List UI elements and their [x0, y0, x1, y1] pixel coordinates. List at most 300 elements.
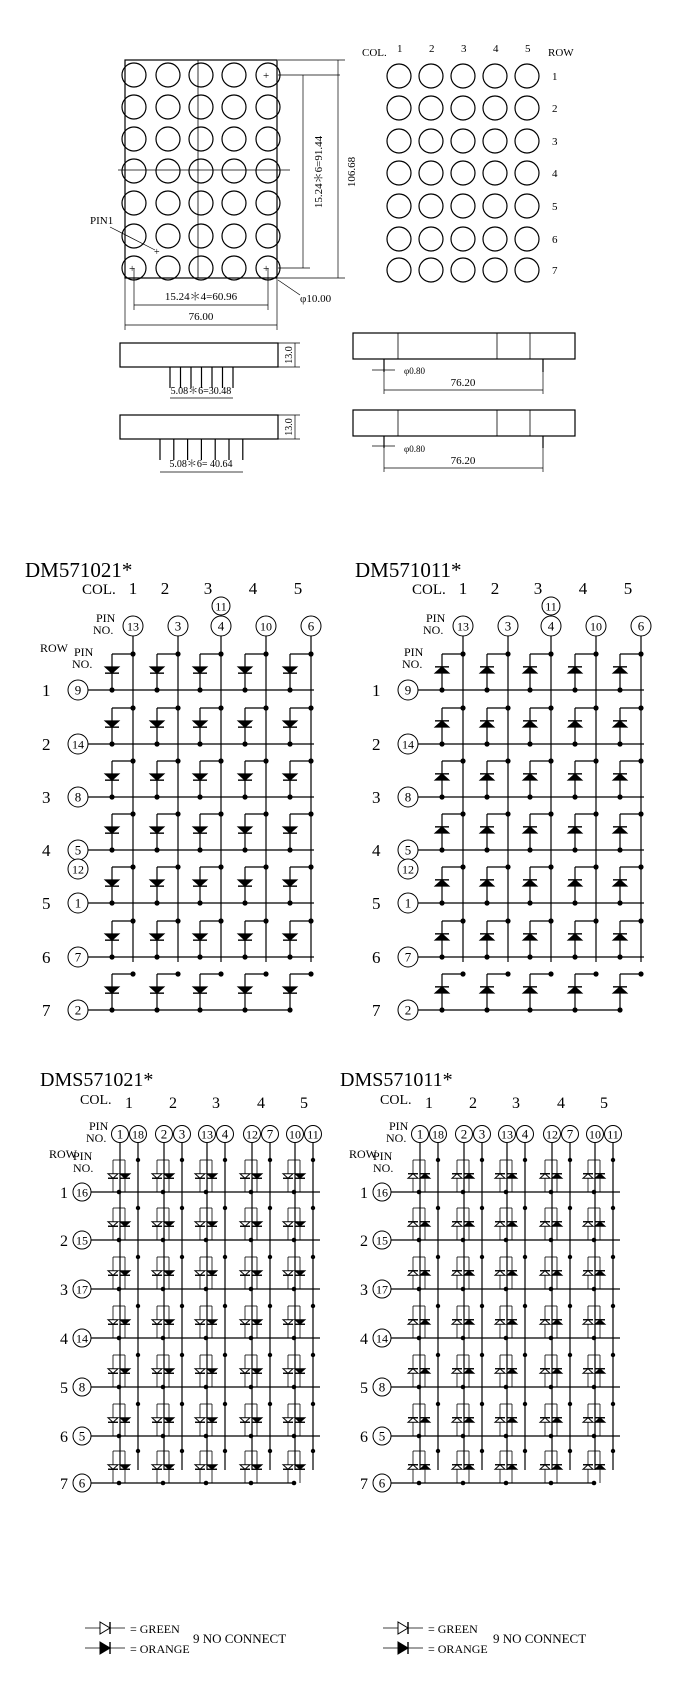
diode-icon — [480, 827, 494, 833]
dim-width-pitch: 15.24＊4=60.96 — [164, 291, 238, 303]
schematic-title: DM571021* — [25, 558, 133, 582]
diode-icon — [568, 721, 582, 727]
labeled-dot — [419, 194, 443, 218]
node-dot — [480, 1206, 484, 1210]
node-dot — [154, 900, 159, 905]
diode-icon — [613, 721, 627, 727]
col-number: 1 — [425, 1095, 433, 1112]
node-dot — [461, 1287, 466, 1292]
row-pin: 15 — [376, 1233, 388, 1248]
front-dot — [222, 127, 246, 151]
front-dot — [189, 256, 213, 280]
row-number: 1 — [42, 681, 51, 700]
node-dot — [263, 705, 268, 710]
node-dot — [505, 918, 510, 923]
row-number: 7 — [60, 1476, 68, 1493]
node-dot — [505, 971, 510, 976]
col-number: 2 — [429, 43, 435, 55]
node-dot — [287, 687, 292, 692]
node-dot — [223, 1158, 227, 1162]
diode-icon — [568, 987, 582, 993]
node-dot — [197, 1007, 202, 1012]
node-dot — [180, 1255, 184, 1259]
row-number: 5 — [42, 894, 51, 913]
node-dot — [197, 954, 202, 959]
front-dot — [189, 191, 213, 215]
node-dot — [504, 1238, 509, 1243]
diode-icon — [193, 880, 207, 886]
col-pin: 3 — [174, 618, 182, 634]
node-dot — [504, 1287, 509, 1292]
row-number: 1 — [360, 1185, 368, 1202]
node-dot — [218, 971, 223, 976]
node-dot — [154, 741, 159, 746]
node-dot — [161, 1287, 166, 1292]
node-dot — [197, 741, 202, 746]
node-dot — [242, 741, 247, 746]
node-dot — [197, 687, 202, 692]
col-pin: 1 — [116, 1126, 124, 1142]
front-dot — [222, 159, 246, 183]
labeled-dot — [515, 227, 539, 251]
node-dot — [263, 811, 268, 816]
node-dot — [505, 864, 510, 869]
node-dot — [480, 1449, 484, 1453]
col-pin: 12 — [546, 1127, 558, 1142]
diode-icon — [480, 987, 494, 993]
diode-icon — [105, 934, 119, 940]
row-number: 2 — [360, 1233, 368, 1250]
diode-icon — [435, 987, 449, 993]
row-number: 4 — [372, 841, 381, 860]
row-pin: 5 — [74, 842, 82, 858]
node-dot — [268, 1402, 272, 1406]
node-dot — [417, 1385, 422, 1390]
node-dot — [130, 758, 135, 763]
diode-icon — [523, 721, 537, 727]
front-dot — [189, 127, 213, 151]
node-dot — [527, 847, 532, 852]
node-dot — [161, 1238, 166, 1243]
node-dot — [242, 954, 247, 959]
node-dot — [180, 1158, 184, 1162]
node-dot — [480, 1402, 484, 1406]
row-pin: 6 — [78, 1475, 86, 1491]
node-dot — [242, 900, 247, 905]
col-label: COL. — [412, 582, 446, 598]
node-dot — [549, 1287, 554, 1292]
node-dot — [527, 794, 532, 799]
front-dot — [256, 127, 280, 151]
row-pin: 16 — [376, 1185, 388, 1200]
orange-diode-icon — [398, 1642, 408, 1654]
diode-icon — [283, 667, 297, 673]
labeled-dot — [387, 64, 411, 88]
node-dot — [439, 741, 444, 746]
node-dot — [593, 918, 598, 923]
row-pin: 1 — [404, 895, 412, 911]
node-dot — [117, 1238, 122, 1243]
labeled-dot — [451, 194, 475, 218]
labeled-dot — [483, 64, 507, 88]
diode-icon — [568, 934, 582, 940]
node-dot — [611, 1353, 615, 1357]
col-number: 4 — [248, 579, 258, 598]
node-dot — [287, 741, 292, 746]
node-dot — [460, 864, 465, 869]
node-dot — [568, 1304, 572, 1308]
row-number: 6 — [60, 1429, 68, 1446]
node-dot — [611, 1158, 615, 1162]
node-dot — [204, 1190, 209, 1195]
node-dot — [523, 1206, 527, 1210]
diode-icon — [238, 987, 252, 993]
node-dot — [592, 1385, 597, 1390]
node-dot — [249, 1287, 254, 1292]
row-pin: 8 — [74, 789, 82, 805]
labeled-dot — [451, 161, 475, 185]
node-dot — [204, 1238, 209, 1243]
row-pin: 15 — [76, 1233, 88, 1248]
green-diode-icon — [100, 1622, 110, 1634]
diode-icon — [480, 934, 494, 940]
pin-no-label: PIN — [89, 1119, 109, 1133]
col-number: 5 — [300, 1095, 308, 1112]
node-dot — [308, 758, 313, 763]
row-number: 7 — [552, 265, 558, 277]
side-b-body — [120, 415, 278, 439]
node-dot — [638, 705, 643, 710]
node-dot — [175, 918, 180, 923]
col-pin: 10 — [260, 619, 272, 634]
node-dot — [311, 1158, 315, 1162]
col-number: 4 — [578, 579, 588, 598]
col-number: 4 — [257, 1095, 265, 1112]
node-dot — [311, 1353, 315, 1357]
schematic-dm571011 — [355, 558, 651, 1020]
dim-dot-dia: φ10.00 — [300, 293, 332, 305]
node-dot — [439, 794, 444, 799]
node-dot — [223, 1402, 227, 1406]
node-dot — [311, 1206, 315, 1210]
diode-icon — [480, 774, 494, 780]
node-dot — [175, 758, 180, 763]
labeled-dot — [419, 64, 443, 88]
col-pin: 2 — [460, 1126, 468, 1142]
node-dot — [611, 1255, 615, 1259]
row-pin: 5 — [78, 1428, 86, 1444]
front-dot — [222, 95, 246, 119]
labeled-dot — [387, 161, 411, 185]
node-dot — [417, 1434, 422, 1439]
row-pin: 5 — [404, 842, 412, 858]
node-dot — [568, 1353, 572, 1357]
node-dot — [461, 1190, 466, 1195]
node-dot — [117, 1481, 122, 1486]
node-dot — [223, 1255, 227, 1259]
node-dot — [218, 811, 223, 816]
node-dot — [268, 1449, 272, 1453]
node-dot — [218, 651, 223, 656]
node-dot — [249, 1434, 254, 1439]
col-pin: 10 — [590, 619, 602, 634]
node-dot — [436, 1449, 440, 1453]
row-pin: 17 — [76, 1282, 88, 1297]
node-dot — [292, 1385, 297, 1390]
node-dot — [484, 1007, 489, 1012]
labeled-dot — [515, 64, 539, 88]
node-dot — [572, 794, 577, 799]
node-dot — [161, 1481, 166, 1486]
col-label: COL. — [80, 1093, 112, 1108]
node-dot — [204, 1287, 209, 1292]
node-dot — [287, 794, 292, 799]
node-dot — [161, 1434, 166, 1439]
labeled-dot — [483, 258, 507, 282]
col-pin: 4 — [521, 1126, 529, 1142]
row-label: ROW — [548, 47, 574, 59]
col-pin: 11 — [607, 1127, 619, 1142]
node-dot — [439, 954, 444, 959]
col-pin: 10 — [589, 1127, 601, 1142]
extra-row-pin: 12 — [402, 862, 414, 877]
col-pin: 1 — [416, 1126, 424, 1142]
node-dot — [568, 1158, 572, 1162]
diode-icon — [435, 934, 449, 940]
node-dot — [439, 847, 444, 852]
row-pin: 6 — [378, 1475, 386, 1491]
node-dot — [136, 1255, 140, 1259]
node-dot — [249, 1385, 254, 1390]
node-dot — [263, 758, 268, 763]
pin-no-label: PIN — [73, 1149, 93, 1163]
node-dot — [249, 1190, 254, 1195]
node-dot — [460, 971, 465, 976]
front-dot — [189, 63, 213, 87]
labeled-dot — [419, 161, 443, 185]
schematic-dms571021 — [40, 1069, 322, 1493]
pin1-label: PIN1 — [90, 215, 114, 227]
node-dot — [242, 847, 247, 852]
node-dot — [263, 918, 268, 923]
node-dot — [439, 900, 444, 905]
pin-no-label: PIN — [426, 611, 446, 625]
corner-mark: + — [263, 70, 270, 82]
pin-no-label: NO. — [72, 657, 93, 671]
diode-icon — [193, 987, 207, 993]
node-dot — [197, 794, 202, 799]
node-dot — [287, 1007, 292, 1012]
node-dot — [180, 1353, 184, 1357]
dim-height-total: 106.68 — [346, 156, 358, 188]
row-number: 1 — [60, 1185, 68, 1202]
pin-no-label: NO. — [73, 1161, 94, 1175]
diode-icon — [435, 827, 449, 833]
node-dot — [523, 1449, 527, 1453]
node-dot — [572, 1007, 577, 1012]
labeled-dot — [451, 129, 475, 153]
node-dot — [117, 1287, 122, 1292]
labeled-dot — [419, 129, 443, 153]
node-dot — [311, 1449, 315, 1453]
node-dot — [568, 1206, 572, 1210]
node-dot — [617, 900, 622, 905]
row-number: 5 — [552, 201, 558, 213]
side-view-b — [120, 415, 300, 472]
row-number: 6 — [372, 948, 381, 967]
row-pin: 16 — [76, 1185, 88, 1200]
diode-icon — [238, 774, 252, 780]
node-dot — [460, 811, 465, 816]
row-pin: 17 — [376, 1282, 388, 1297]
side-d-width: 76.20 — [450, 455, 476, 467]
node-dot — [175, 971, 180, 976]
node-dot — [417, 1190, 422, 1195]
row-number: 4 — [60, 1331, 68, 1348]
node-dot — [292, 1434, 297, 1439]
green-diode-icon — [398, 1622, 408, 1634]
labeled-dot — [483, 96, 507, 120]
labeled-dot — [515, 258, 539, 282]
node-dot — [161, 1385, 166, 1390]
col-label: COL. — [380, 1093, 412, 1108]
col-number: 3 — [533, 579, 543, 598]
node-dot — [484, 741, 489, 746]
col-pin: 13 — [127, 619, 139, 634]
legend-note: 9 NO CONNECT — [493, 1631, 587, 1646]
node-dot — [527, 900, 532, 905]
node-dot — [263, 651, 268, 656]
node-dot — [611, 1304, 615, 1308]
node-dot — [308, 811, 313, 816]
labeled-dot — [419, 96, 443, 120]
node-dot — [549, 1481, 554, 1486]
node-dot — [461, 1481, 466, 1486]
schematic-title: DMS571021* — [40, 1069, 154, 1091]
front-dot — [156, 63, 180, 87]
row-pin: 14 — [72, 737, 84, 752]
node-dot — [523, 1402, 527, 1406]
schematic-title: DMS571011* — [340, 1069, 453, 1091]
node-dot — [638, 811, 643, 816]
row-pin: 9 — [404, 682, 412, 698]
node-dot — [223, 1206, 227, 1210]
node-dot — [130, 864, 135, 869]
front-dot — [156, 224, 180, 248]
node-dot — [505, 705, 510, 710]
node-dot — [292, 1190, 297, 1195]
labeled-dot — [483, 161, 507, 185]
extra-col-pin: 11 — [215, 599, 227, 614]
col-number: 1 — [128, 579, 138, 598]
row-pin: 8 — [378, 1379, 386, 1395]
col-number: 1 — [458, 579, 468, 598]
row-pin: 14 — [76, 1331, 88, 1346]
diode-icon — [480, 721, 494, 727]
row-number: 2 — [60, 1233, 68, 1250]
node-dot — [308, 918, 313, 923]
legend-orange: = ORANGE — [130, 1642, 190, 1656]
node-dot — [572, 900, 577, 905]
node-dot — [638, 758, 643, 763]
node-dot — [161, 1190, 166, 1195]
node-dot — [617, 954, 622, 959]
side-a-body — [120, 343, 278, 367]
row-number: 2 — [552, 103, 558, 115]
diode-icon — [105, 721, 119, 727]
col-number: 3 — [203, 579, 213, 598]
front-dot — [256, 95, 280, 119]
node-dot — [249, 1481, 254, 1486]
node-dot — [136, 1449, 140, 1453]
diode-icon — [150, 721, 164, 727]
diode-icon — [238, 667, 252, 673]
diode-icon — [523, 667, 537, 673]
node-dot — [417, 1481, 422, 1486]
node-dot — [549, 1385, 554, 1390]
node-dot — [439, 1007, 444, 1012]
labeled-dot — [387, 227, 411, 251]
row-pin: 7 — [404, 949, 412, 965]
node-dot — [218, 918, 223, 923]
node-dot — [292, 1336, 297, 1341]
node-dot — [136, 1353, 140, 1357]
row-pin: 2 — [74, 1002, 82, 1018]
pin-no-label: PIN — [74, 645, 94, 659]
front-dot-grid — [122, 63, 280, 280]
front-dot — [256, 191, 280, 215]
col-pin: 18 — [432, 1127, 444, 1142]
legend-left — [85, 1622, 286, 1656]
labeled-dot — [387, 194, 411, 218]
col-pin: 10 — [289, 1127, 301, 1142]
col-pin: 13 — [201, 1127, 213, 1142]
diode-icon — [238, 934, 252, 940]
front-dot — [222, 63, 246, 87]
col-number: 1 — [397, 43, 403, 55]
diode-icon — [105, 667, 119, 673]
diode-icon — [238, 880, 252, 886]
node-dot — [568, 1449, 572, 1453]
node-dot — [592, 1238, 597, 1243]
diode-icon — [435, 774, 449, 780]
node-dot — [460, 651, 465, 656]
node-dot — [130, 651, 135, 656]
node-dot — [461, 1238, 466, 1243]
node-dot — [130, 811, 135, 816]
diode-icon — [568, 827, 582, 833]
node-dot — [617, 794, 622, 799]
node-dot — [109, 1007, 114, 1012]
front-dot — [222, 224, 246, 248]
col-number: 4 — [493, 43, 499, 55]
col-pin: 3 — [504, 618, 512, 634]
pin-no-label: NO. — [423, 623, 444, 637]
pin1-leader — [110, 227, 155, 250]
extra-row-pin: 12 — [72, 862, 84, 877]
labeled-dot — [387, 129, 411, 153]
diode-icon — [523, 934, 537, 940]
diode-icon — [568, 880, 582, 886]
node-dot — [436, 1402, 440, 1406]
node-dot — [638, 651, 643, 656]
node-dot — [548, 651, 553, 656]
col-pin: 18 — [132, 1127, 144, 1142]
node-dot — [180, 1206, 184, 1210]
node-dot — [311, 1255, 315, 1259]
front-dot — [256, 159, 280, 183]
schematics — [25, 558, 651, 1493]
